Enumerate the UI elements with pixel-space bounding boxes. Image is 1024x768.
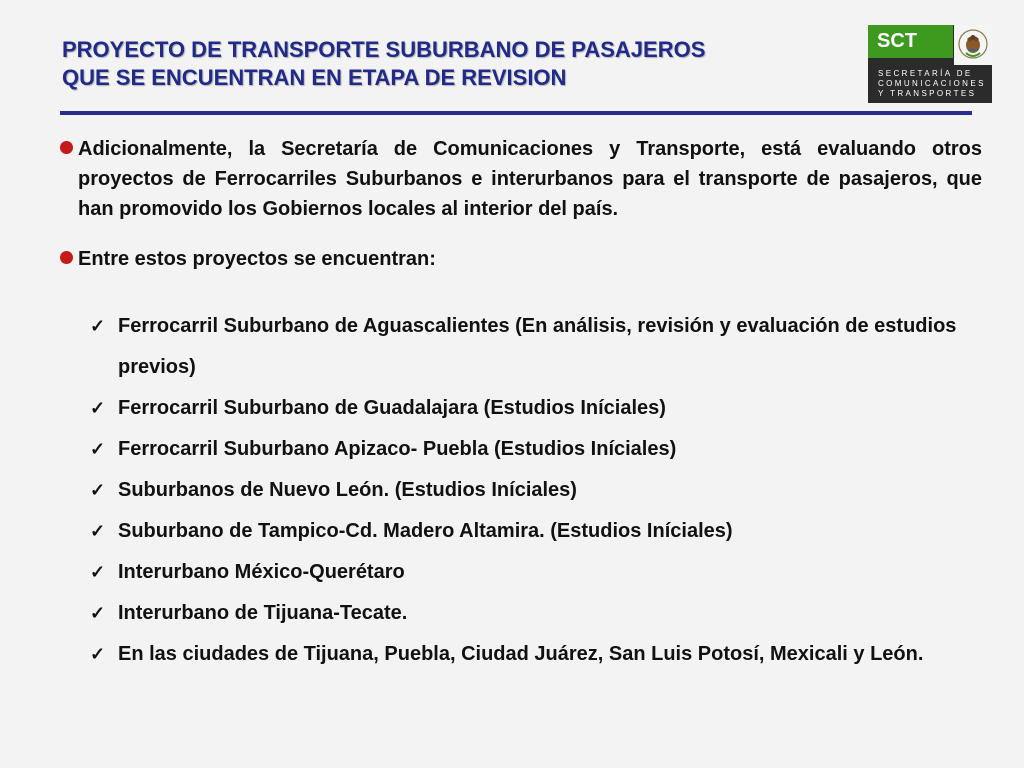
- list-item-text: Suburbano de Tampico-Cd. Madero Altamira. (Estudios Iníciales): [118, 520, 733, 542]
- logo-name-line-2: COMUNICACIONES: [878, 79, 986, 88]
- logo-name-line-3: Y TRANSPORTES: [878, 89, 977, 98]
- list-item-text: En las ciudades de Tijuana, Puebla, Ciudad Juárez, San Luis Potosí, Mexicali y León.: [118, 643, 924, 665]
- mexican-coat-of-arms-icon: [954, 25, 992, 65]
- checkmark-icon: ✓: [90, 398, 106, 418]
- title-divider: [60, 111, 972, 115]
- logo-green-block: [868, 25, 953, 58]
- title-line-2: QUE SE ENCUENTRAN EN ETAPA DE REVISION: [62, 65, 567, 90]
- checkmark-icon: ✓: [90, 644, 106, 664]
- paragraph-1-text: Adicionalmente, la Secretaría de Comunicaciones y Transporte, está evaluando otros proyectos de Ferrocarriles Suburbanos e interurbanos para el transporte de pasajeros, que han promovido los Gobiernos locales al interior del país.: [78, 138, 982, 220]
- list-item: [90, 511, 990, 552]
- list-item-text: Ferrocarril Suburbano Apizaco- Puebla (Estudios Iníciales): [118, 438, 677, 460]
- red-bullet-icon: [60, 141, 73, 154]
- sct-logo: [868, 25, 992, 103]
- list-item-text: Ferrocarril Suburbano de Guadalajara (Estudios Iníciales): [118, 397, 666, 419]
- list-item-text: Interurbano México-Querétaro: [118, 561, 405, 583]
- list-item: [90, 306, 990, 388]
- list-item-text: Ferrocarril Suburbano de Aguascalientes (En análisis, revisión y evaluación de estudios previos): [118, 315, 957, 378]
- paragraph-1: [60, 134, 982, 224]
- list-item: [90, 552, 990, 593]
- title-line-1: PROYECTO DE TRANSPORTE SUBURBANO DE PASAJEROS: [62, 37, 706, 62]
- logo-name-line-1: SECRETARÍA DE: [878, 69, 973, 78]
- list-item: [90, 388, 990, 429]
- list-item: [90, 593, 990, 634]
- checkmark-icon: ✓: [90, 439, 106, 459]
- list-item-text: Interurbano de Tijuana-Tecate.: [118, 602, 408, 624]
- list-item: [90, 634, 990, 675]
- projects-list: [90, 306, 990, 675]
- list-item: [90, 429, 990, 470]
- logo-institution-name: [878, 69, 986, 99]
- page-title: [62, 36, 842, 92]
- checkmark-icon: ✓: [90, 562, 106, 582]
- checkmark-icon: ✓: [90, 316, 106, 336]
- checkmark-icon: ✓: [90, 521, 106, 541]
- logo-abbr: SCT: [877, 30, 917, 52]
- checkmark-icon: ✓: [90, 603, 106, 623]
- list-item: [90, 470, 990, 511]
- checkmark-icon: ✓: [90, 480, 106, 500]
- list-item-text: Suburbanos de Nuevo León. (Estudios Iníciales): [118, 479, 577, 501]
- red-bullet-icon: [60, 251, 73, 264]
- paragraph-2: [60, 244, 982, 274]
- paragraph-2-text: Entre estos proyectos se encuentran:: [78, 248, 436, 270]
